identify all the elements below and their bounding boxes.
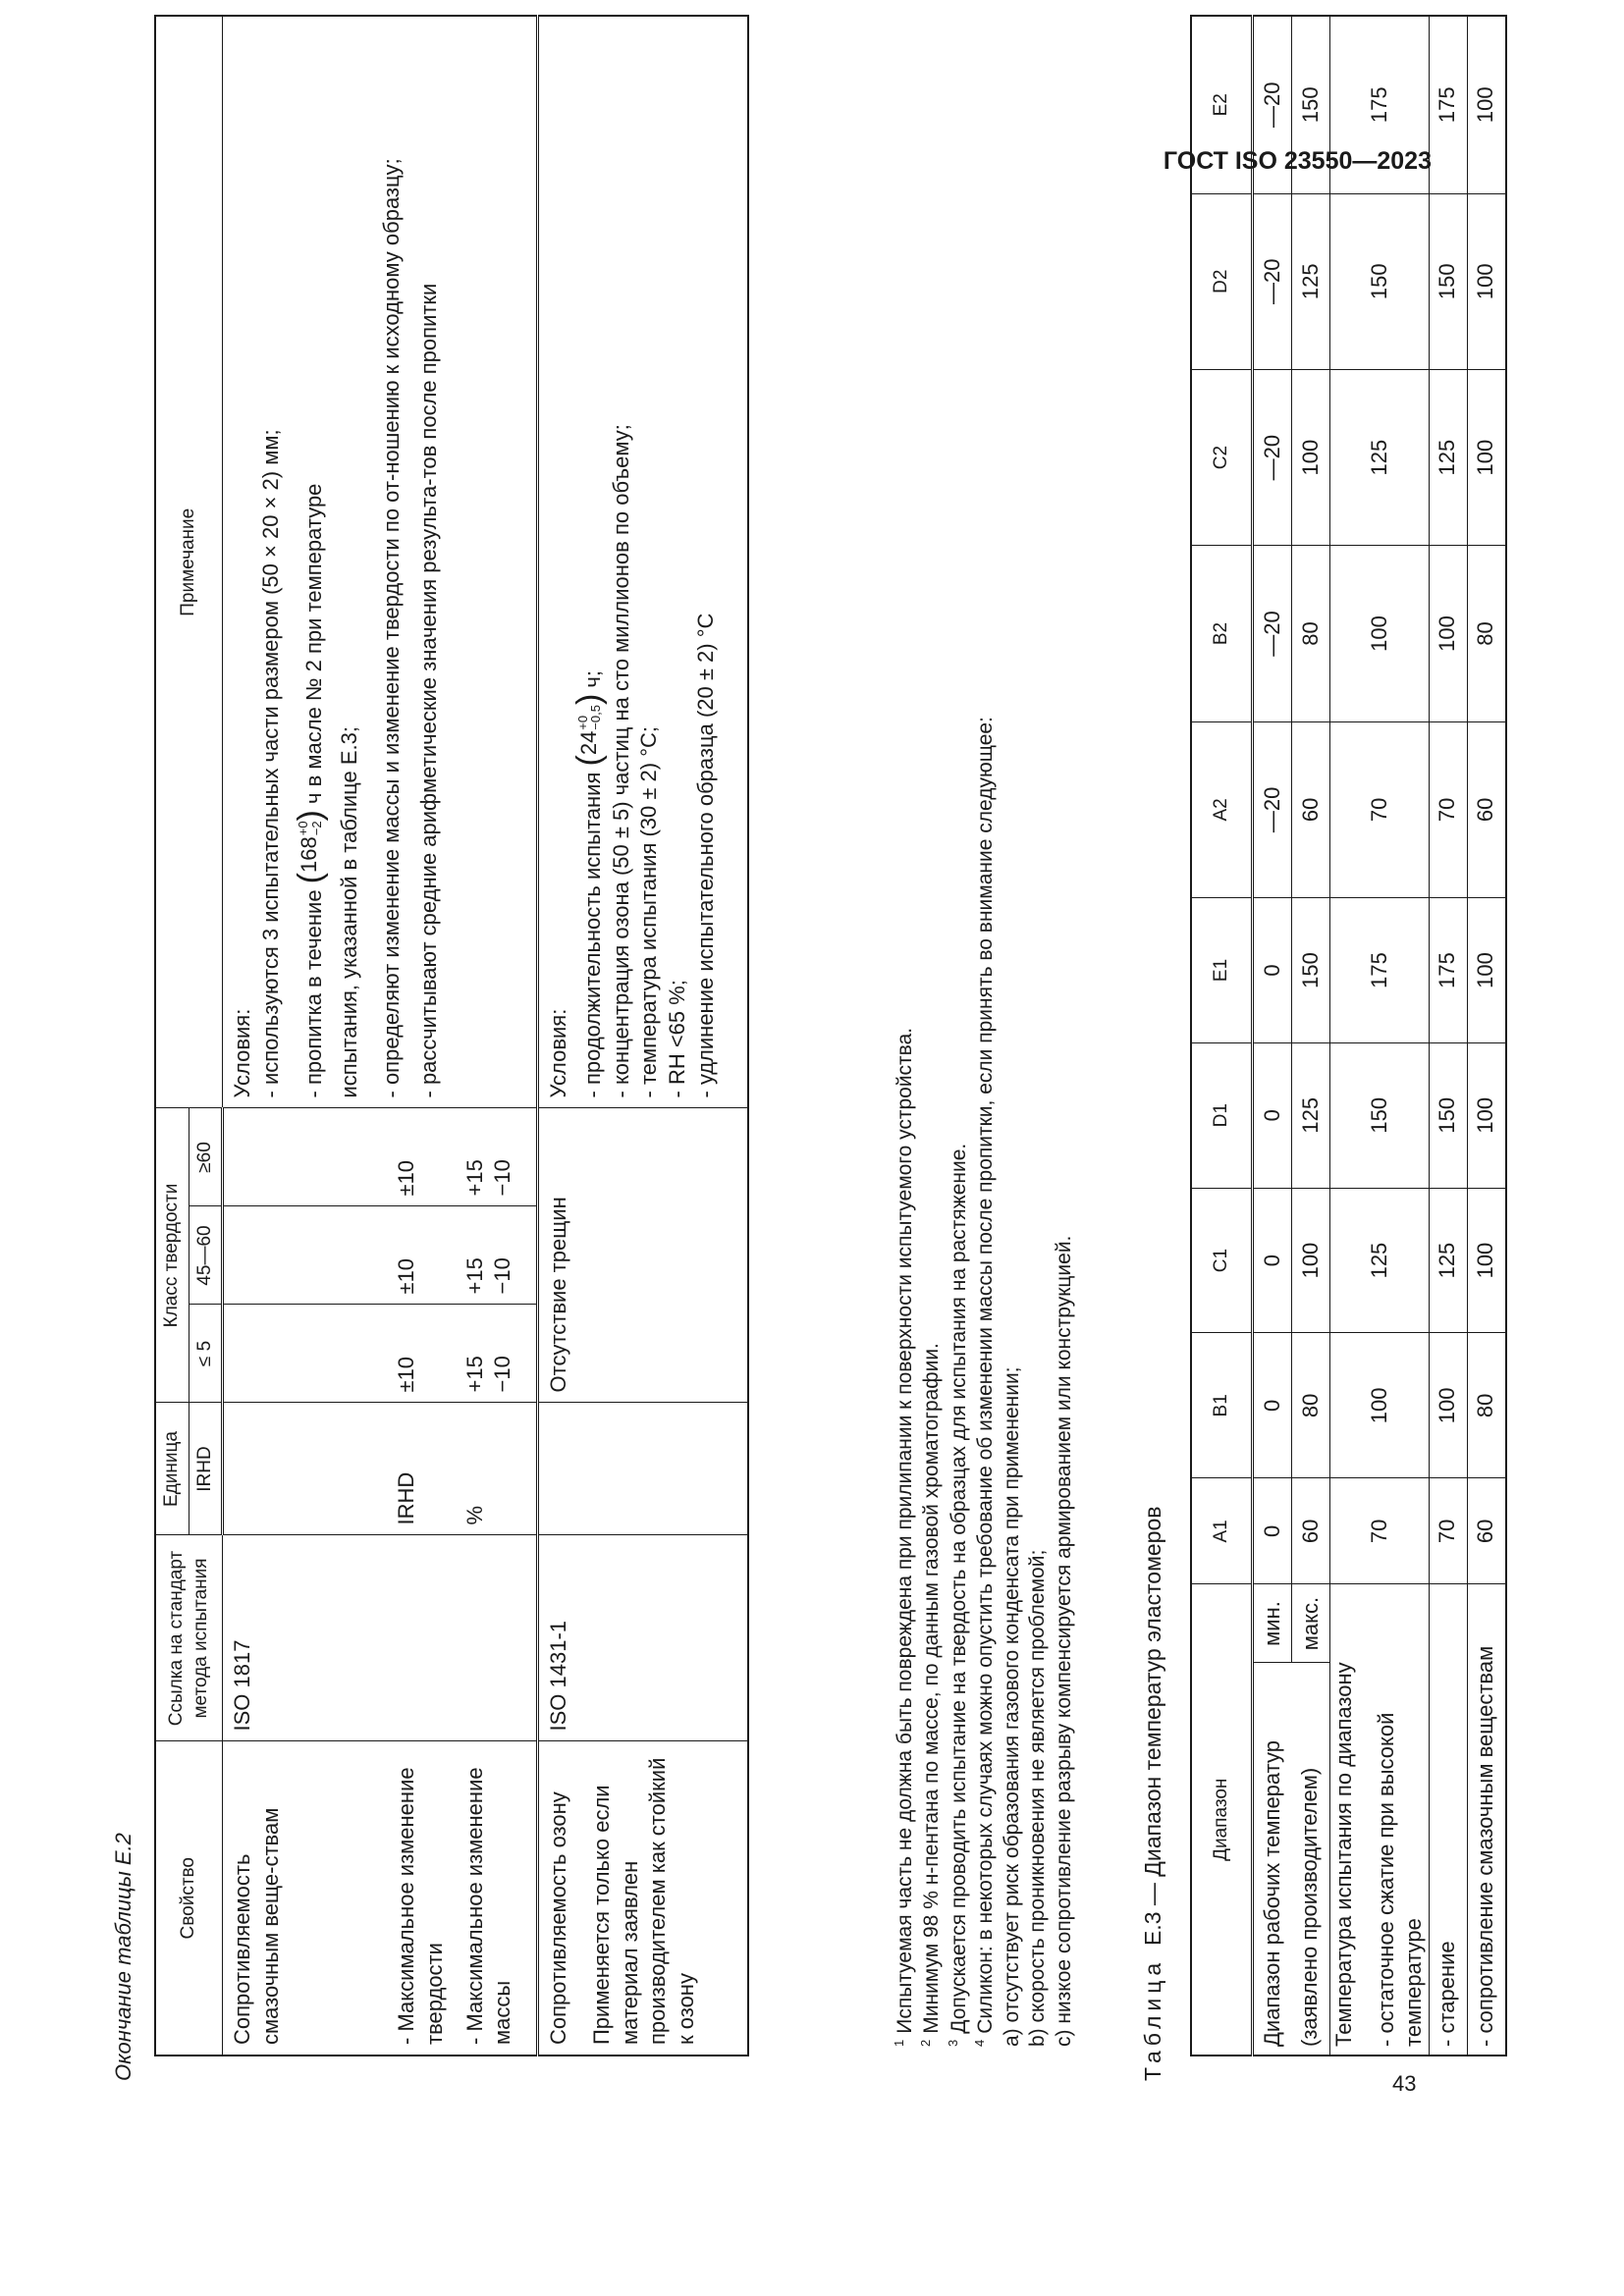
header-hardness-class: Класс твердости [155,1108,189,1403]
lubricant-property: Сопротивляемость смазочным веще-ствам [223,1741,388,2056]
table-row [537,16,748,2056]
hardness-change-v1: ±10 [387,1305,455,1403]
ozone-requirement: Отсутствие трещин [537,1108,748,1403]
page-number: 43 [1392,2071,1417,2096]
footnote-item: a) отсутствует риск образования газового конденсата при применении; [1000,1366,1023,2047]
table-e2 [154,15,749,2056]
table-row-compression-set: Температура испытания по диапазону - остаточное сжатие при высокой температуре 70 100 125 150 175 70 100 125 150 175 [1330,16,1430,2056]
min-label: мин. [1253,1584,1292,1663]
col-C2: C2 [1191,369,1253,545]
header-unit: Единица [155,1403,189,1535]
footnote: $^3$Допускается проводить испытание на твердость на образцах для испытания на растяжение. [945,1143,970,2047]
hardness-change-v3: ±10 [387,1108,455,1206]
table-e2-caption: Окончание таблицы Е.2 [111,1833,135,2081]
hardness-change-v2: ±10 [387,1206,455,1305]
col-C1: C1 [1191,1188,1253,1333]
header-hardness-3: ≥60 [189,1108,223,1206]
header-reference: Ссылка на стандарт метода испытания [155,1535,223,1741]
col-A2: A2 [1191,721,1253,897]
footnote: $^2$Минимум 98 % н-пентана по массе, по данным газовой хроматографии. [918,1343,944,2047]
ozone-reference: ISO 1431-1 [537,1535,748,1741]
mass-change-v3: +15 −10 [456,1108,538,1206]
table-e3-caption: Таблица Е.3 — Диапазон температур эластомеров [1140,1506,1165,2081]
lubricant-reference: ISO 1817 [223,1535,537,1741]
table-row-max: (заявлено производителем) макс. 60 80 100 125 150 60 80 100 125 150 [1292,16,1330,2056]
table-header-row [1191,16,1253,2056]
col-B2: B2 [1191,546,1253,721]
mass-change-unit: % [456,1403,538,1535]
impregnation-time: ( 168 +0 −2 ) [291,810,329,884]
working-range-label: Диапазон рабочих температур [1253,1663,1292,2056]
table-row-min: Диапазон рабочих температур мин. 0 0 0 0 0 —20 —20 —20 —20 —20 [1253,16,1292,2056]
header-property: Свойство [155,1741,223,2056]
col-A1: A1 [1191,1478,1253,1584]
col-B1: B1 [1191,1333,1253,1478]
hardness-change-label: - Максимальное изменение твердости [387,1741,455,2056]
ozone-conditions: Условия: - продолжительность испытания ( 24 +0 −0,5 ) ч; - концентрация озона (50 ± 5) частиц на сто миллионов по объему; - температура испытания (30 ± 2) °С; - RH <65 %; - удлинение испытательного образца (20 ± 2) °С [537,16,748,1108]
aging-label: - старение [1429,1584,1467,2056]
table-e2-footnotes [888,34,1081,2056]
mass-change-v2: +15 −10 [456,1206,538,1305]
footnote: $^4$Силикон: в некоторых случаях можно опустить требование об изменении массы после пропитки, если принять во внимание следующее: [972,717,998,2047]
test-temp-label: Температура испытания по диапазону - остаточное сжатие при высокой температуре [1330,1584,1430,2056]
max-label: макс. [1292,1584,1330,1663]
rotated-page-content [110,0,1498,2081]
header-note: Примечание [155,16,223,1108]
test-duration: ( 24 +0 −0,5 ) [570,693,609,767]
ozone-property: Сопротивляемость озону Применяется только если материал заявлен производителем как стойкий к озону [537,1741,748,2056]
col-D2: D2 [1191,193,1253,369]
header-unit-irhd: IRHD [189,1403,223,1535]
mass-change-v1: +15 −10 [456,1305,538,1403]
col-E2: E2 [1191,16,1253,193]
mass-change-label: - Максимальное изменение массы [456,1741,538,2056]
lubricant-resistance-label: - сопротивление смазочным веществам [1467,1584,1506,2056]
standard-designation: ГОСТ ISO 23550—2023 [1163,147,1432,175]
table-row [223,16,388,2056]
col-E1: E1 [1191,898,1253,1043]
footnote: $^1$Испытуемая часть не должна быть повреждена при прилипании к поверхности испытуемого устройства. [892,1027,916,2047]
footnote-item: b) скорость проникновения не является проблемой; [1026,1549,1050,2047]
table-row-aging: - старение 70 100 125 150 175 70 100 125 150 175 [1429,16,1467,2056]
header-hardness-2: 45—60 [189,1206,223,1305]
header-hardness-1: ≤ 5 [189,1305,223,1403]
col-D1: D1 [1191,1042,1253,1188]
header-range: Диапазон [1191,1584,1253,2056]
table-e3 [1190,15,1507,2056]
lubricant-conditions: Условия: - используются 3 испытательных части размером (50 × 20 × 2) мм; - пропитка в течение ( 168 +0 −2 ) ч в масле № 2 при температуре испытания, указанной в таблице Е.3; - определяют изменение массы и изменение твердости по от-ношению к исходному образцу; - рассчитывают средние арифметические значения результа-тов после пропитки [223,16,537,1108]
table-row-lubricant: - сопротивление смазочным веществам 60 80 100 100 100 60 80 100 100 100 [1467,16,1506,2056]
footnote-item: c) низкое сопротивление разрыву компенсируется армированием или конструкцией. [1052,1235,1075,2047]
hardness-change-unit: IRHD [387,1403,455,1535]
declared-label: (заявлено производителем) [1292,1663,1330,2056]
